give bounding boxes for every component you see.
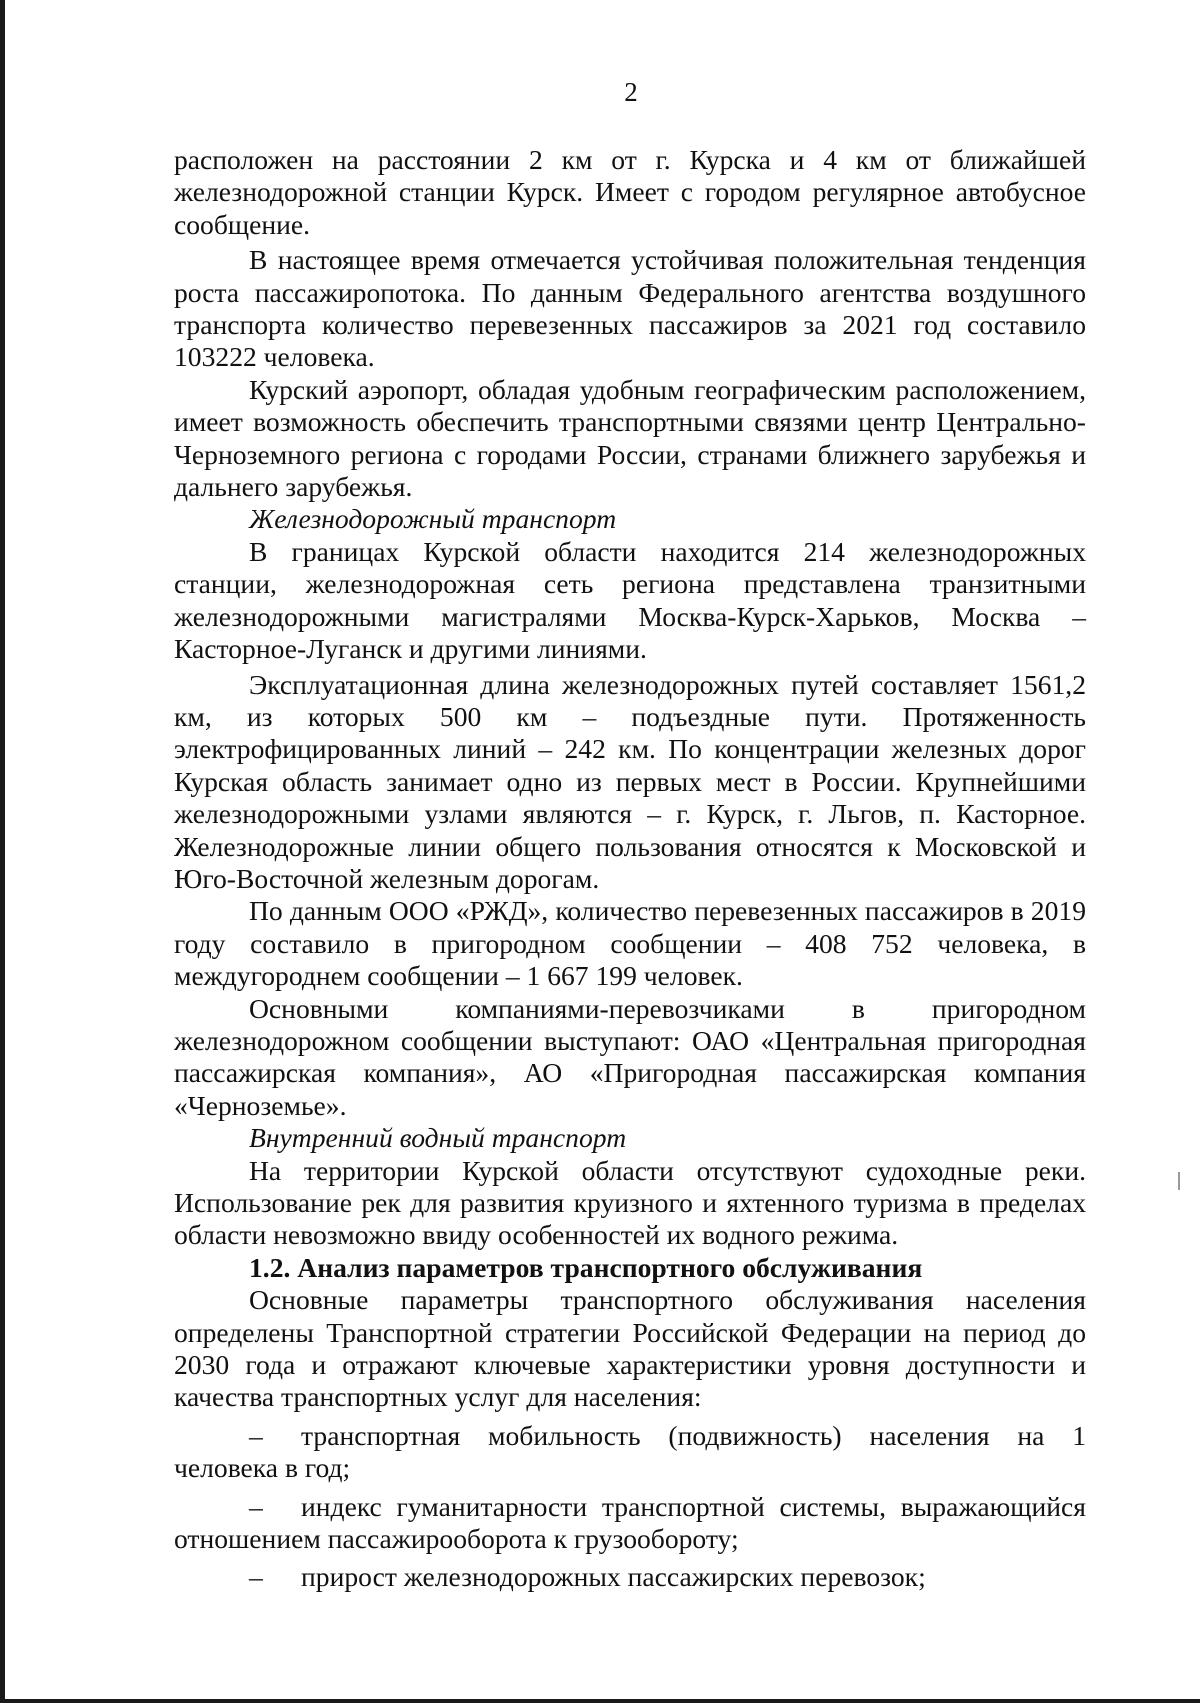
paragraph-rail-length: Эксплуатационная длина железнодорожных путей составляет 1561,2 км, из которых 500 км – подъездные пути. Протяженность электрофицированных линий – 242 км. По концентрации железных дорог Курская область занимает одно из первых мест в России. Крупнейшими железнодорожными узлами являются – г. Курск, г. Льгов, п. Касторное. Железнодорожные линии общего пользования относятся к Московской и Юго-Восточной железным дорогам.	[174, 668, 1086, 894]
paragraph-airport-connections: Курский аэропорт, обладая удобным географическим расположением, имеет возможность обеспечить транспортными связями центр Центрально-Черноземного региона с городами России, странами ближнего зарубежья и дальнего зарубежья.	[174, 373, 1086, 503]
scan-edge-left	[0, 0, 5, 1703]
document-body	[174, 144, 1086, 1594]
heading-rail-transport: Железнодорожный транспорт	[249, 503, 617, 535]
dash-marker: –	[249, 1419, 263, 1451]
dash-marker: –	[249, 1561, 263, 1593]
paragraph-airport-location: расположен на расстоянии 2 км от г. Курска и 4 км от ближайшей железнодорожной станции Курск. Имеет с городом регулярное автобусное сообщение.	[174, 144, 1086, 240]
paragraph-rail-stations: В границах Курской области находится 214 железнодорожных станции, железнодорожная сеть региона представлена транзитными железнодорожными магистралями Москва-Курск-Харьков, Москва – Касторное-Луганск и другими линиями.	[174, 535, 1086, 665]
paragraph-water-transport: На территории Курской области отсутствуют судоходные реки. Использование рек для развития круизного и яхтенного туризма в пределах области невозможно ввиду особенностей их водного режима.	[174, 1154, 1086, 1251]
paragraph-rail-passengers: По данным ООО «РЖД», количество перевезенных пассажиров в 2019 году составило в пригородном сообщении – 408 752 человека, в междугороднем сообщении – 1 667 199 человек.	[174, 895, 1086, 992]
paragraph-service-parameters: Основные параметры транспортного обслуживания населения определены Транспортной стратегии Российской Федерации на период до 2030 года и отражают ключевые характеристики уровня доступности и качества транспортных услуг для населения:	[174, 1284, 1086, 1413]
list-item	[174, 1491, 1086, 1556]
list-item	[174, 1420, 1086, 1485]
list-item-text: транспортная мобильность (подвижность) населения на 1 человека в год;	[174, 1419, 1086, 1484]
list-item-text: индекс гуманитарности транспортной системы, выражающийся отношением пассажирооборота к грузообороту;	[174, 1490, 1086, 1555]
list-item	[174, 1561, 1086, 1593]
heading-water-transport: Внутренний водный транспорт	[249, 1122, 627, 1154]
scan-speck	[1178, 1172, 1180, 1190]
scan-edge-bottom	[0, 1699, 1200, 1703]
list-item-text: прирост железнодорожных пассажирских перевозок;	[301, 1561, 926, 1593]
paragraph-rail-carriers: Основными компаниями-перевозчиками в пригородном железнодорожном сообщении выступают: ОАО «Центральная пригородная пассажирская компания», АО «Пригородная пассажирская компания «Черноземье».	[174, 992, 1086, 1121]
dash-marker: –	[249, 1490, 263, 1522]
paragraph-passenger-trend: В настоящее время отмечается устойчивая положительная тенденция роста пассажиропотока. По данным Федерального агентства воздушного транспорта количество перевезенных пассажиров за 2021 год составило 103222 человека.	[174, 244, 1086, 373]
section-heading: 1.2. Анализ параметров транспортного обслуживания	[249, 1251, 923, 1283]
page-number: 2	[624, 77, 638, 107]
